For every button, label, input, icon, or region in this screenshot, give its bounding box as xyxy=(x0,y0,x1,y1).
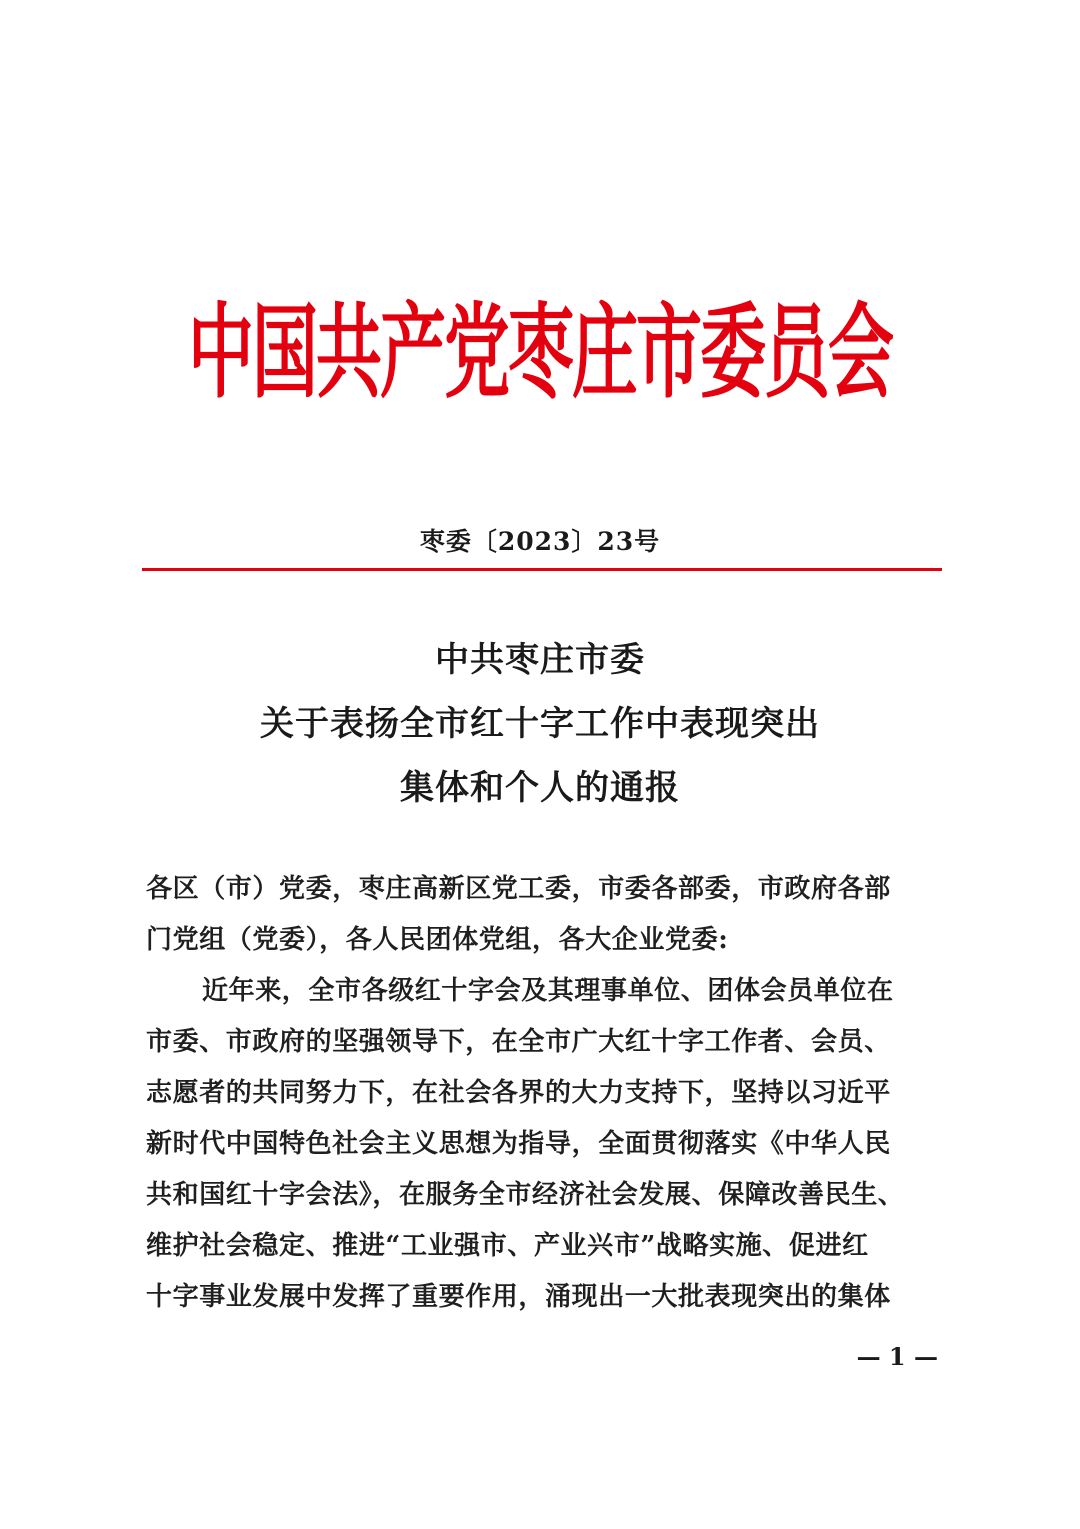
notice-title-line-3: 集体和个人的通报 xyxy=(400,768,680,808)
body-text xyxy=(146,864,942,1323)
recipients-line-1: 各区（市）党委，枣庄高新区党工委，市委各部委，市政府各部 xyxy=(146,874,891,904)
notice-title-line-2: 关于表扬全市红十字工作中表现突出 xyxy=(260,704,820,744)
paragraph-line: 近年来，全市各级红十字会及其理事单位、团体会员单位在 xyxy=(202,976,894,1006)
notice-title xyxy=(0,628,1080,820)
red-divider-line xyxy=(142,568,942,571)
issuer-header xyxy=(150,268,930,418)
issuer-title: 中国共产党枣庄市委员会 xyxy=(188,291,892,412)
page-number: — 1 — xyxy=(856,1342,938,1371)
recipients-line-2: 门党组（党委），各人民团体党组，各大企业党委: xyxy=(146,925,729,955)
notice-title-line-1: 中共枣庄市委 xyxy=(435,640,645,680)
paragraph-line: 新时代中国特色社会主义思想为指导，全面贯彻落实《中华人民 xyxy=(146,1129,891,1159)
paragraph-line: 市委、市政府的坚强领导下，在全市广大红十字工作者、会员、 xyxy=(146,1027,891,1057)
paragraph-line: 志愿者的共同努力下，在社会各界的大力支持下，坚持以习近平 xyxy=(146,1078,891,1108)
paragraph-line: 维护社会稳定、推进“工业强市、产业兴市”战略实施、促进红 xyxy=(146,1231,869,1261)
document-number: 枣委〔2023〕23号 xyxy=(419,527,661,556)
paragraph-line: 十字事业发展中发挥了重要作用，涌现出一大批表现突出的集体 xyxy=(146,1282,891,1312)
paragraph-line: 共和国红十字会法》，在服务全市经济社会发展、保障改善民生、 xyxy=(146,1180,905,1210)
